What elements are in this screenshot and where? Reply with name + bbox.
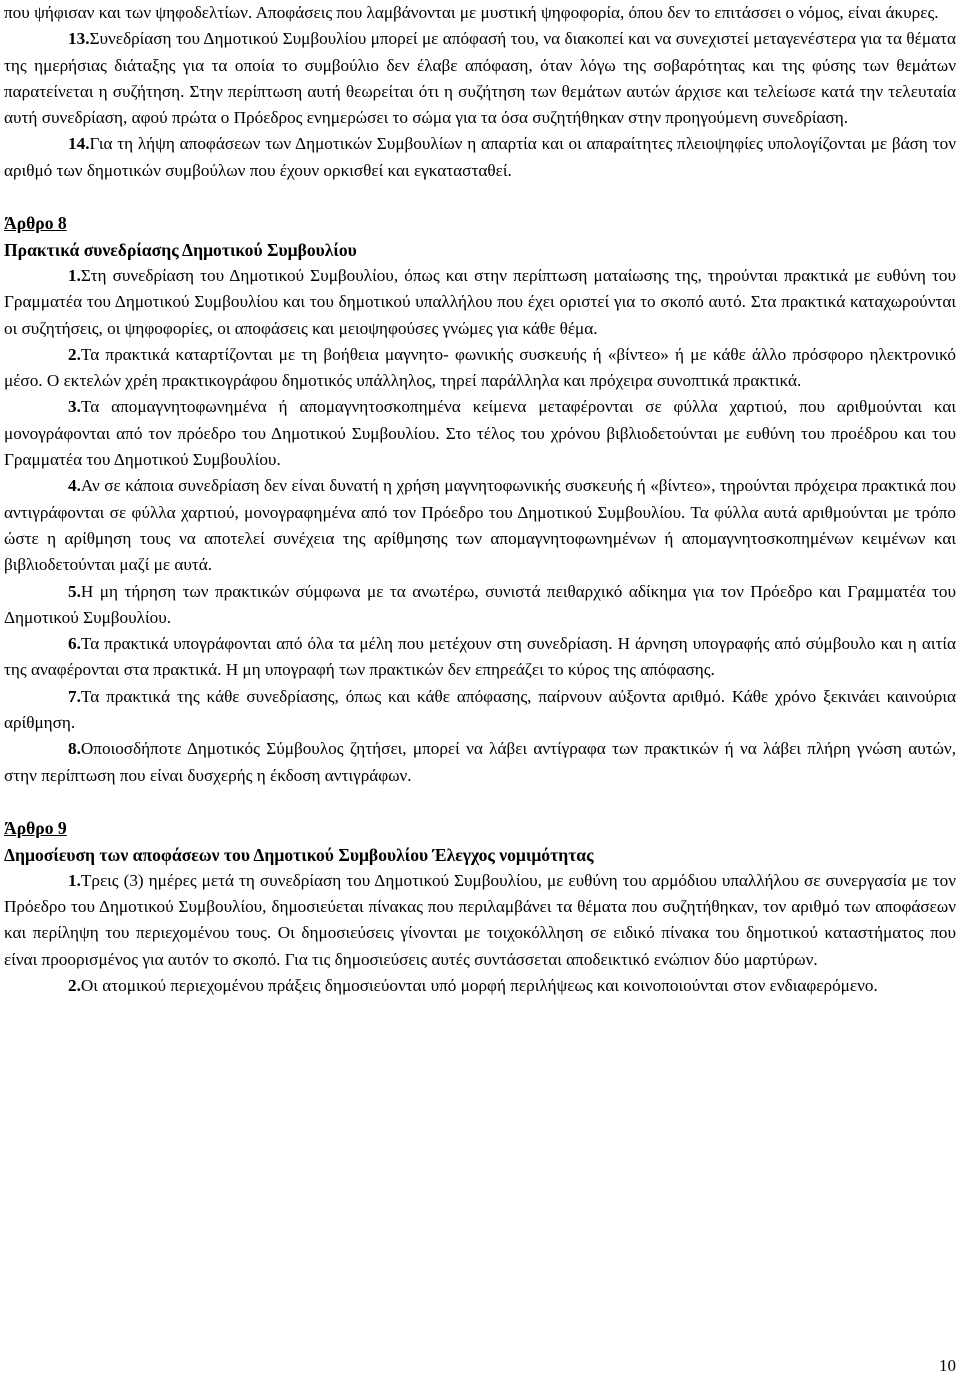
article-8-title: Πρακτικά συνεδρίασης Δημοτικού Συμβουλίου bbox=[4, 239, 357, 260]
paragraph-text: Οποιοσδήποτε Δημοτικός Σύμβουλος ζητήσει, μπορεί να λάβει αντίγραφα των πρακτικών ή να λάβει πλήρη γνώση αυτών, στην περίπτωση που είναι δυσχερής η έκδοση αντιγράφων. bbox=[4, 739, 956, 785]
article-8-paragraph-4 bbox=[4, 473, 956, 578]
paragraph-number: 13. bbox=[68, 29, 90, 49]
paragraph-number: 14. bbox=[68, 134, 90, 154]
paragraph-text: Τρεις (3) ημέρες μετά τη συνεδρίαση του Δημοτικού Συμβουλίου, με ευθύνη του αρμόδιου υπαλλήλου σε συνεργασία με τον Πρόεδρο του Δημοτικού Συμβουλίου, δημοσιεύεται πίνακας που περιλαμβάνει τα θέματα που συζητήθηκαν, τον αριθμό των αποφάσεων και περίληψη του περιεχομένου τους. Οι δημοσιεύσεις γίνονται με τοιχοκόλληση σε ειδικό πίνακα του δημοτικού καταστήματος που είναι προορισμένος για αυτόν το σκοπό. Για τις δημοσιεύσεις αυτές συντάσσεται αποδεικτικό ενώπιον δύο μαρτύρων. bbox=[4, 870, 956, 969]
paragraph-text: Τα πρακτικά καταρτίζονται με τη βοήθεια μαγνητο- φωνικής συσκευής ή «βίντεο» ή με κάθε άλλο πρόσφορο ηλεκτρονικό μέσο. Ο εκτελών χρέη πρακτικογράφου δημοτικός υπάλληλος, τηρεί παράλληλα και πρόχειρα συνοπτικά πρακτικά. bbox=[4, 344, 956, 391]
paragraph-number: 3. bbox=[68, 397, 81, 417]
paragraph-number: 7. bbox=[68, 686, 81, 706]
article-9-heading: Άρθρο 9 bbox=[4, 818, 67, 839]
document-body bbox=[4, 0, 956, 999]
paragraph-number: 8. bbox=[68, 739, 81, 759]
paragraph-text: Τα πρακτικά της κάθε συνεδρίασης, όπως και κάθε απόφασης, παίρνουν αύξοντα αριθμό. Κάθε χρόνο ξεκινάει καινούρια αρίθμηση. bbox=[4, 686, 956, 733]
paragraph-text: Τα πρακτικά υπογράφονται από όλα τα μέλη που μετέχουν στη συνεδρίαση. Η άρνηση υπογραφής από σύμβουλο και η αιτία της αναφέρονται στα πρακτικά. Η μη υπογραφή των πρακτικών δεν επηρεάζει το κύρος της απόφασης. bbox=[4, 634, 956, 680]
article-9-paragraph-2 bbox=[4, 973, 956, 999]
article-8-paragraph-1 bbox=[4, 263, 956, 342]
section-spacer bbox=[4, 789, 956, 815]
article-8-paragraph-7 bbox=[4, 684, 956, 737]
article-8-paragraph-2 bbox=[4, 342, 956, 395]
paragraph-13 bbox=[4, 26, 956, 131]
paragraph-number: 1. bbox=[68, 870, 81, 890]
article-8-paragraph-5 bbox=[4, 579, 956, 632]
article-8-heading: Άρθρο 8 bbox=[4, 213, 67, 234]
page-number: 10 bbox=[939, 1356, 956, 1375]
article-8-paragraph-8 bbox=[4, 736, 956, 789]
article-8-paragraph-3 bbox=[4, 394, 956, 473]
paragraph-text: Στη συνεδρίαση του Δημοτικού Συμβουλίου, όπως και στην περίπτωση ματαίωσης της, τηρούνται πρακτικά με ευθύνη του Γραμματέα του Δημοτικού Συμβουλίου και του δημοτικού υπαλλήλου που έχει οριστεί για το σκοπό αυτό. Στα πρακτικά καταχωρούνται οι συζητήσεις, οι ψηφοφορίες, οι αποφάσεις και μειοψηφούσες γνώμες για κάθε θέμα. bbox=[4, 265, 956, 338]
paragraph-text: Τα απομαγνητοφωνημένα ή απομαγνητοσκοπημένα κείμενα μεταφέρονται σε φύλλα χαρτιού, που αριθμούνται και μονογράφονται από τον πρόεδρο του Δημοτικού Συμβουλίου. Στο τέλος του χρόνου βιβλιοδετούνται με ευθύνη του προέδρου και του Γραμματέα του Δημοτικού Συμβουλίου. bbox=[4, 397, 956, 470]
paragraph-number: 1. bbox=[68, 265, 81, 285]
paragraph-number: 6. bbox=[68, 634, 81, 654]
paragraph-number: 4. bbox=[68, 476, 81, 496]
paragraph-number: 2. bbox=[68, 975, 81, 995]
paragraph-number: 5. bbox=[68, 581, 81, 601]
paragraph-text: Αν σε κάποια συνεδρίαση δεν είναι δυνατή η χρήση μαγνητοφωνικής συσκευής ή «βίντεο», τηρούνται πρόχειρα πρακτικά που αντιγράφονται σε φύλλα χαρτιού, μονογραφημένα από τον Πρόεδρο του Δημοτικού Συμβουλίου. Τα φύλλα αυτά αριθμούνται με τρόπο ώστε η αρίθμηση τους να αποτελεί συνέχεια της αρίθμησης των απομαγνητοφωνημένων ή απομαγνητοσκοπημένων κειμένων και βιβλιοδετούνται μαζί με αυτά. bbox=[4, 476, 956, 575]
paragraph-text: Συνεδρίαση του Δημοτικού Συμβουλίου μπορεί με απόφασή του, να διακοπεί και να συνεχιστεί μεταγενέστερα για τα θέματα της ημερήσιας διάταξης για τα οποία το συμβούλιο δεν έλαβε απόφαση, όταν λόγω της σοβαρότητας και της φύσης των θεμάτων παρατείνεται η συζήτηση. Στην περίπτωση αυτή θεωρείται ότι η συζήτηση των θεμάτων αυτών άρχισε και τελείωσε κατά την τελευταία αυτή συνεδρίαση, αφού πρώτα ο Πρόεδρος ενημερώσει το σώμα για τα όσα συζητήθηκαν στην προηγούμενη συνεδρίαση. bbox=[4, 29, 956, 128]
article-9-paragraph-1 bbox=[4, 868, 956, 973]
article-9-title: Δημοσίευση των αποφάσεων του Δημοτικού Συμβουλίου Έλεγχος νομιμότητας bbox=[4, 844, 594, 865]
opening-paragraph: που ψήφισαν και των ψηφοδελτίων. Αποφάσεις που λαμβάνονται με μυστική ψηφοφορία, όπου δεν το επιτάσσει ο νόμος, είναι άκυρες. bbox=[4, 3, 939, 22]
paragraph-text: Για τη λήψη αποφάσεων των Δημοτικών Συμβουλίων η απαρτία και οι απαραίτητες πλειοψηφίες υπολογίζονται με βάση τον αριθμό των δημοτικών συμβούλων που έχουν ορκισθεί και εγκατασταθεί. bbox=[4, 134, 956, 180]
section-spacer bbox=[4, 184, 956, 210]
article-8-paragraph-6 bbox=[4, 631, 956, 684]
paragraph-number: 2. bbox=[68, 344, 81, 364]
paragraph-text: Η μη τήρηση των πρακτικών σύμφωνα με τα ανωτέρω, συνιστά πειθαρχικό αδίκημα για τον Πρόεδρο και Γραμματέα του Δημοτικού Συμβουλίου. bbox=[4, 581, 956, 627]
paragraph-14 bbox=[4, 131, 956, 184]
paragraph-text: Οι ατομικού περιεχομένου πράξεις δημοσιεύονται υπό μορφή περιλήψεως και κοινοποιούνται στον ενδιαφερόμενο. bbox=[80, 975, 878, 995]
